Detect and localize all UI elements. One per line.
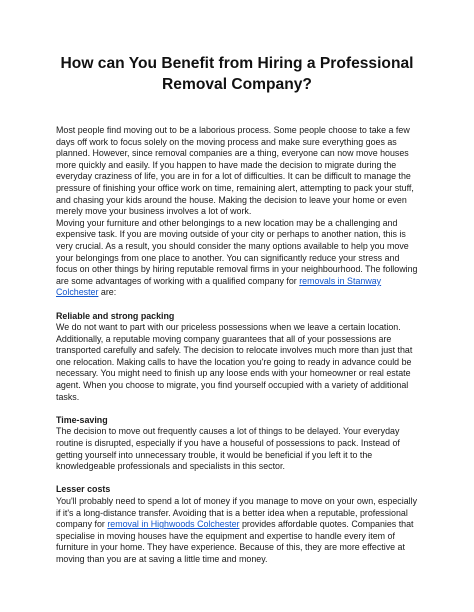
spacer [56,299,418,311]
intro-paragraph-2 [56,218,418,299]
section-body-lesser-costs [56,496,418,566]
spacer [56,473,418,485]
spacer [56,403,418,415]
page-title: How can You Benefit from Hiring a Professional Removal Company? [60,55,414,93]
intro-paragraph-1: Most people find moving out to be a laborious process. Some people choose to take a few days off work to focus solely on the moving process and make sure everything goes as planned. However, since removal companies are a thing, everyone can now move houses more quickly and easily. If you happen to have made the decision to migrate during the everyday craziness of life, you are in for a lot of difficulties. It can be difficult to manage the pressure of finishing your office work on time, remaining alert, attempting to pack your stuff, and chasing your kids around the house. Making the decision to leave your home or even merely move your business involves a lot of work. [56,125,414,217]
removals-stanway-link[interactable]: removals in Stanway Colchester [56,275,382,298]
removal-highwoods-link[interactable]: removal in Highwoods Colchester [107,519,240,530]
intro-paragraph-2-text: Moving your furniture and other belongings to a new location may be a challenging and expensive task. If you are moving outside of your city or perhaps to another nation, this is very crucial. As a result, you should consider the many options available to help you move your belongings from one place to another. You can significantly reduce your stress and focus on other things by hiring reputable removal firms in your neighbourhood. The following are some advantages of working with a qualified company for [56,217,418,286]
section-body-lesser-costs-end: provides affordable quotes. Companies that specialise in moving houses have the equipment and expertise to handle every item of furniture in your home. They have experience. Because of this, they are more effective at moving than you are at saving a little time and money. [56,519,414,564]
section-heading-time-saving: Time-saving [56,414,108,425]
section-heading-lesser-costs: Lesser costs [56,484,111,495]
section-body-packing: We do not want to part with our priceless possessions when we leave a certain location. Additionally, a reputable moving company guarantees that all of your possessions are transported carefully and safely. The decision to relocate involves much more than just that one relocation. Making calls to have the location you're going to ready in advance could be necessary. You might need to finish up any loose ends with your homeowner or real estate agent. When you choose to migrate, you find yourself occupied with a variety of additional tasks. [56,322,413,402]
intro-paragraph-2-end: are: [98,287,117,298]
section-body-lesser-costs-text: You'll probably need to spend a lot of money if you manage to move on your own, especially if it's a long-distance transfer. Avoiding that is a better idea when a reputable, professional company for [56,496,418,530]
section-heading-packing: Reliable and strong packing [56,310,175,321]
section-body-time-saving: The decision to move out frequently causes a lot of things to be delayed. Your everyday routine is disrupted, especially if you have a houseful of possessions to pack. Instead of getting yourself into unnecessary trouble, it would be beneficial if you left it to the knowledgeable professionals and specialists in this sector. [56,426,400,472]
